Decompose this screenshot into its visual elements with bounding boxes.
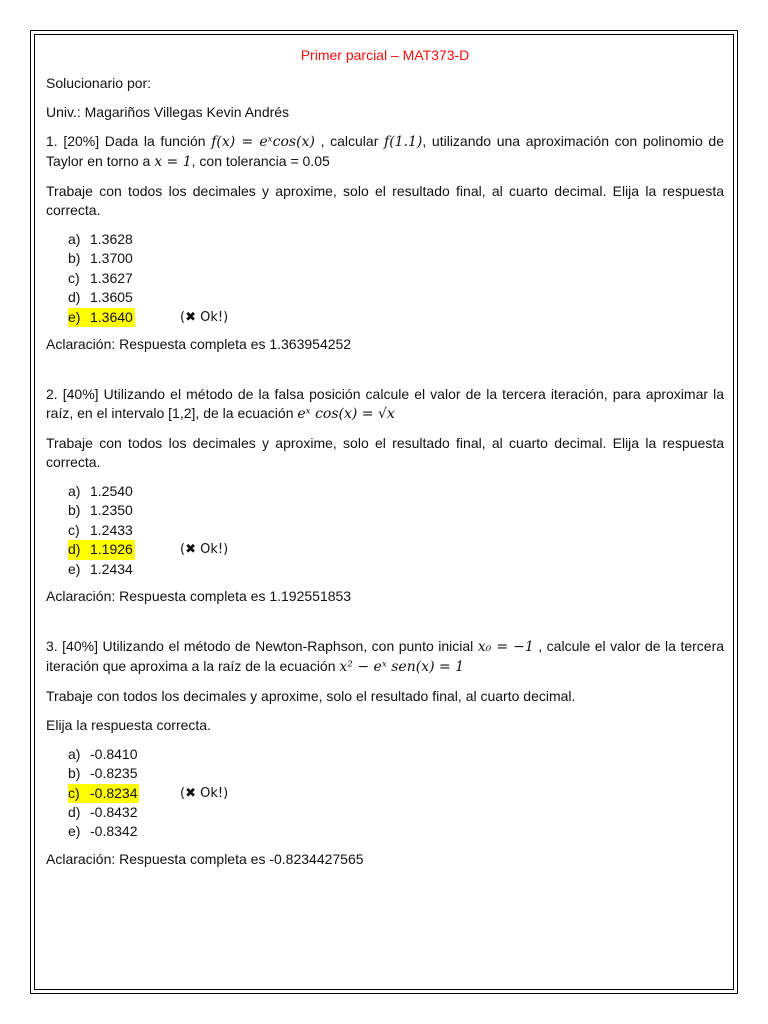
question-3-options [46, 745, 724, 842]
correct-answer [68, 308, 135, 327]
option-text [68, 249, 133, 268]
q3-initial-point: x₀ = −1 [477, 638, 534, 655]
option-text [68, 745, 137, 764]
option-text [68, 230, 133, 249]
question-1-instructions: Trabaje con todos los decimales y aproxime, solo el resultado final, al cuarto decimal. Elija la respuesta correcta. [46, 183, 724, 218]
answer-option [68, 764, 724, 783]
option-letter: d) [68, 289, 81, 306]
answer-option [68, 482, 724, 501]
option-value: -0.8432 [90, 804, 138, 821]
option-letter: b) [68, 502, 81, 519]
question-2-options [46, 482, 724, 579]
option-letter: a) [68, 482, 81, 499]
answer-option [68, 521, 724, 540]
option-value: 1.3628 [90, 231, 133, 247]
option-value: 1.2433 [90, 521, 133, 538]
option-value: 1.3700 [90, 250, 133, 267]
q1-eval-point: f(1.1) [384, 134, 423, 150]
option-text [68, 482, 133, 501]
ok-mark: (✖ Ok!) [180, 309, 229, 325]
option-letter: d) [68, 804, 81, 821]
option-text [68, 288, 133, 307]
option-text [68, 560, 133, 579]
option-value: -0.8410 [90, 745, 138, 762]
option-value: 1.3640 [90, 308, 133, 325]
option-letter: d) [68, 541, 81, 558]
option-letter: e) [68, 823, 81, 840]
q1-function-eq: f(x) = eˣcos(x) [211, 134, 315, 150]
question-2-clarification: Aclaración: Respuesta completa es 1.192551853 [46, 587, 352, 604]
answer-option [68, 269, 724, 288]
option-value: 1.3627 [90, 269, 133, 286]
answer-option [68, 803, 724, 822]
option-text [68, 269, 133, 288]
option-value: 1.2434 [90, 560, 133, 577]
option-letter: b) [68, 765, 81, 782]
question-2-statement: 2. [40%] Utilizando el método de la falsa posición calcule el valor de la tercera iteración, para aproximar la raíz, en el intervalo [1,2], de la ecuación eˣ cos(x) = √x [46, 385, 724, 422]
option-value: 1.2350 [90, 502, 133, 519]
answer-option [68, 249, 724, 268]
answer-option [68, 230, 724, 249]
question-1-clarification: Aclaración: Respuesta completa es 1.363954252 [46, 335, 352, 352]
option-letter: c) [68, 269, 80, 286]
question-3-clarification: Aclaración: Respuesta completa es -0.8234427565 [46, 850, 364, 867]
option-text [68, 501, 133, 520]
option-value: -0.8342 [90, 823, 138, 840]
author-line: Univ.: Magariños Villegas Kevin Andrés [46, 104, 290, 120]
option-value: 1.2540 [90, 482, 133, 499]
document-title: Primer parcial – MAT373-D [300, 47, 470, 63]
option-text [68, 822, 137, 841]
answer-option [68, 501, 724, 520]
option-text [68, 803, 137, 822]
solver-label: Solucionario por: [46, 75, 152, 91]
question-3-instructions: Trabaje con todos los decimales y aproxime, solo el resultado final, al cuarto decimal. [46, 687, 576, 704]
option-value: -0.8235 [90, 765, 138, 782]
question-3-instructions-b: Elija la respuesta correcta. [46, 716, 211, 733]
option-letter: e) [68, 308, 81, 325]
option-letter: c) [68, 784, 80, 801]
option-value: 1.3605 [90, 289, 133, 306]
correct-answer [68, 784, 139, 803]
document-body [46, 46, 724, 879]
answer-option [68, 560, 724, 579]
answer-option [68, 784, 724, 803]
ok-mark: (✖ Ok!) [180, 542, 229, 558]
option-letter: b) [68, 250, 81, 267]
option-letter: a) [68, 231, 81, 247]
answer-option [68, 822, 724, 841]
option-letter: a) [68, 745, 81, 762]
option-letter: c) [68, 521, 80, 538]
question-1-statement: 1. [20%] Dada la función f(x) = eˣcos(x) , calcular f(1.1), utilizando una aproximación con polinomio de Taylor en torno a x = 1, con tolerancia = 0.05 [46, 133, 725, 170]
ok-mark: (✖ Ok!) [180, 785, 229, 801]
answer-option [68, 745, 724, 764]
answer-option [68, 288, 724, 307]
question-1-options [46, 230, 724, 327]
option-text [68, 521, 133, 540]
option-value: 1.1926 [90, 541, 133, 558]
correct-answer [68, 540, 135, 559]
question-2-instructions: Trabaje con todos los decimales y aproxime, solo el resultado final, al cuarto decimal. Elija la respuesta correcta. [46, 434, 724, 470]
question-3-statement: 3. [40%] Utilizando el método de Newton-Raphson, con punto inicial x₀ = −1 , calcule el valor de la tercera iteración que aproxima a la raíz de la ecuación x² − eˣ sen(x) = 1 [46, 637, 725, 675]
answer-option [68, 308, 724, 327]
option-value: -0.8234 [90, 784, 138, 801]
answer-option [68, 540, 724, 559]
q1-center: x = 1 [154, 154, 192, 170]
q2-equation: eˣ cos(x) = √x [297, 405, 395, 422]
q3-equation: x² − eˣ sen(x) = 1 [339, 658, 465, 675]
option-text [68, 764, 137, 783]
option-letter: e) [68, 560, 81, 577]
